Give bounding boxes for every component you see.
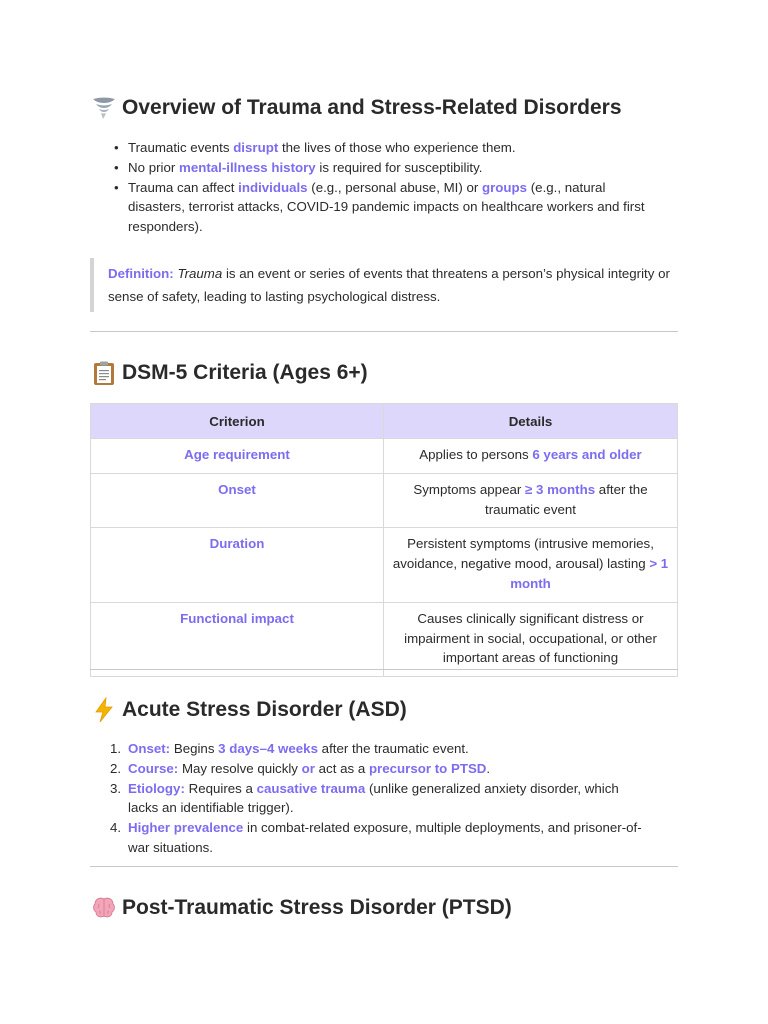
list-item: 2. Course: May resolve quickly or act as a precursor to PTSD. <box>110 760 491 776</box>
definition-callout: Definition: Trauma is an event or series of events that threatens a person’s physical integrity or sense of safety, leading to lasting psychological distress. <box>90 258 678 312</box>
table-row <box>91 439 678 474</box>
list-item: • No prior mental-illness history is required for susceptibility. <box>110 158 650 178</box>
column-header-criterion: Criterion <box>91 404 384 439</box>
dsm-criteria-table <box>90 403 678 677</box>
details-cell: Persistent symptoms (intrusive memories, avoidance, negative mood, arousal) lasting > 1 month <box>384 528 678 602</box>
section-divider <box>90 669 678 670</box>
overview-title: Overview of Trauma and Stress-Related Disorders <box>122 96 622 119</box>
list-item: 1. Onset: Begins 3 days–4 weeks after the traumatic event. <box>110 741 469 756</box>
details-cell: Applies to persons 6 years and older <box>384 439 678 474</box>
tornado-icon <box>90 94 118 122</box>
list-item: • Traumatic events disrupt the lives of those who experience them. <box>110 138 650 158</box>
asd-numbered-list <box>110 739 650 858</box>
clipboard-icon <box>90 359 118 387</box>
asd-title: Acute Stress Disorder (ASD) <box>122 698 407 721</box>
details-cell: Causes clinically significant distress or impairment in social, occupational, or other important areas of functioning <box>384 602 678 676</box>
ptsd-title: Post-Traumatic Stress Disorder (PTSD) <box>122 896 512 919</box>
table-header-row <box>91 404 678 439</box>
table-row <box>91 602 678 676</box>
table-row <box>91 473 678 528</box>
section-divider <box>90 866 678 867</box>
brain-icon <box>90 894 118 922</box>
list-item: • Trauma can affect individuals (e.g., personal abuse, MI) or groups (e.g., natural disasters, terrorist attacks, COVID-19 pandemic impacts on healthcare workers and first responders). <box>110 178 650 237</box>
table-row <box>91 528 678 602</box>
dsm-heading <box>90 359 368 387</box>
list-item: 3. Etiology: Requires a causative trauma (unlike generalized anxiety disorder, which lacks an identifiable trigger). <box>110 780 619 816</box>
criterion-cell: Onset <box>91 473 384 528</box>
list-item: 4. Higher prevalence in combat-related exposure, multiple deployments, and prisoner-of-war situations. <box>110 820 642 855</box>
criterion-cell: Functional impact <box>91 602 384 676</box>
overview-bullet-list <box>110 138 650 237</box>
criterion-cell: Age requirement <box>91 439 384 474</box>
criterion-cell: Duration <box>91 528 384 602</box>
details-cell: Symptoms appear ≥ 3 months after the traumatic event <box>384 473 678 528</box>
lightning-icon <box>90 696 118 724</box>
section-divider <box>90 331 678 332</box>
asd-heading <box>90 696 407 724</box>
column-header-details: Details <box>384 404 678 439</box>
dsm-title: DSM-5 Criteria (Ages 6+) <box>122 361 368 384</box>
overview-heading <box>90 94 622 122</box>
ptsd-heading <box>90 894 512 922</box>
